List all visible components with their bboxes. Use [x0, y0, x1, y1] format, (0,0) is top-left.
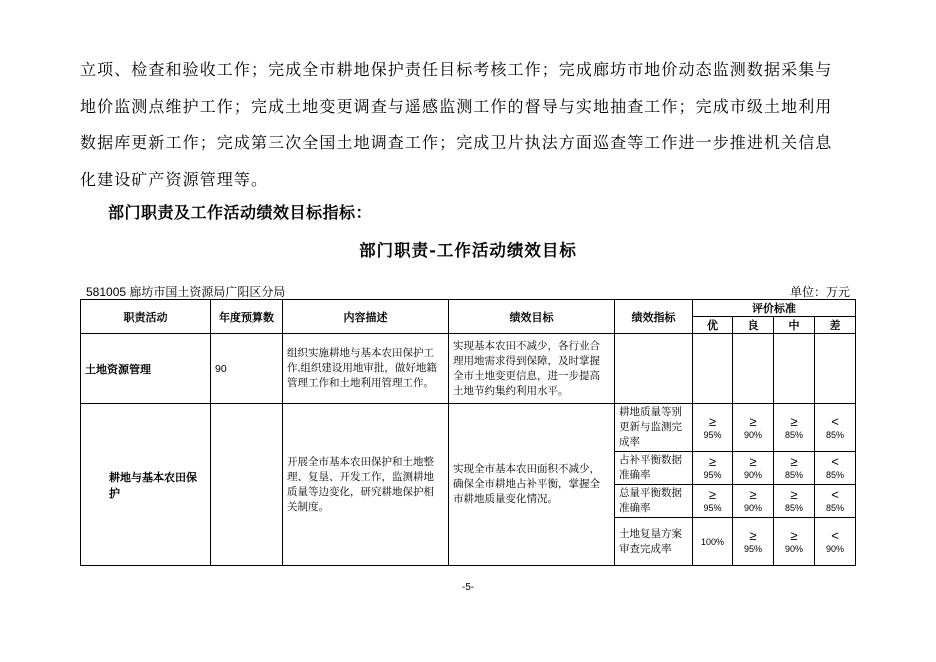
threshold-value: 95% — [743, 543, 762, 554]
good-cell — [733, 518, 774, 566]
poor-cell — [815, 518, 856, 566]
threshold-symbol: ≥ — [749, 487, 757, 502]
paragraph-line: 化建设矿产资源管理等。 — [80, 169, 269, 189]
threshold-symbol: ≥ — [708, 487, 717, 502]
description-cell: 组织实施耕地与基本农田保护工作,组织建设用地审批，做好地籍管理工作和土地利用管理工作。 — [283, 334, 449, 404]
threshold-symbol: ≥ — [790, 527, 798, 543]
threshold-value: 90% — [743, 429, 762, 440]
threshold-value: 85% — [784, 503, 803, 513]
indicator-cell: 耕地质量等别更新与监测完成率 — [615, 404, 693, 452]
indicator-cell: 占补平衡数据准确率 — [615, 452, 693, 485]
excellent-cell — [693, 452, 733, 485]
threshold-symbol: ≥ — [749, 527, 757, 543]
threshold-symbol: ≥ — [708, 413, 717, 429]
medium-cell — [774, 518, 815, 566]
threshold-symbol: ≥ — [749, 454, 757, 469]
page-number: -5- — [461, 582, 475, 593]
threshold-symbol: ≥ — [790, 487, 798, 502]
medium-cell — [774, 485, 815, 518]
department-label: 581005 廊坊市国土资源局广阳区分局 — [86, 285, 286, 299]
threshold-symbol: < — [831, 454, 839, 469]
table-row — [81, 334, 856, 404]
threshold-symbol: ≥ — [708, 454, 717, 469]
excellent-cell — [693, 404, 733, 452]
threshold-value: 95% — [703, 503, 722, 513]
header-eval: 评价标准 — [693, 300, 856, 317]
header-medium: 中 — [774, 317, 815, 334]
poor-cell — [815, 452, 856, 485]
goal-cell: 实现基本农田不减少，各行业合理用地需求得到保障，及时掌握全市土地变更信息，进一步提高土地节约集约利用水平。 — [449, 334, 615, 404]
good-cell — [733, 485, 774, 518]
table-row — [81, 404, 856, 452]
goal-cell: 实现全市基本农田面积不减少，确保全市耕地占补平衡，掌握全市耕地质量变化情况。 — [449, 404, 615, 566]
unit-label: 单位：万元 — [789, 285, 850, 299]
threshold-value: 85% — [784, 429, 803, 440]
good-cell — [733, 404, 774, 452]
header-row — [81, 300, 856, 317]
threshold-value: 90% — [743, 470, 762, 480]
activity-cell: 耕地与基本农田保护 — [81, 404, 211, 566]
threshold-value: 90% — [743, 503, 762, 513]
threshold-value: 95% — [703, 470, 722, 480]
threshold-symbol: < — [831, 413, 839, 429]
poor-cell — [815, 485, 856, 518]
description-cell: 开展全市基本农田保护和土地整理、复垦、开发工作，监测耕地质量等边变化，研究耕地保护相关制度。 — [283, 404, 449, 566]
header-indicator: 绩效指标 — [615, 300, 693, 334]
paragraph-line: 地价监测点维护工作；完成土地变更调查与遥感监测工作的督导与实地抽查工作；完成市级土地利用 — [80, 96, 833, 116]
good-cell — [733, 452, 774, 485]
eval-cell — [693, 334, 733, 404]
threshold-value: 85% — [784, 470, 803, 480]
header-activity: 职责活动 — [81, 300, 211, 334]
table-title: 部门职责-工作活动绩效目标 — [359, 241, 577, 260]
header-budget: 年度预算数 — [211, 300, 283, 334]
threshold-value: 85% — [825, 503, 844, 513]
eval-cell — [774, 334, 815, 404]
medium-cell — [774, 452, 815, 485]
budget-cell — [211, 404, 283, 566]
poor-cell — [815, 404, 856, 452]
threshold-value: 85% — [825, 470, 844, 480]
threshold-symbol: < — [831, 527, 839, 543]
header-description: 内容描述 — [283, 300, 449, 334]
indicator-cell — [615, 334, 693, 404]
indicator-cell: 土地复垦方案审查完成率 — [615, 518, 693, 566]
medium-cell — [774, 404, 815, 452]
threshold-symbol: ≥ — [790, 454, 798, 469]
threshold-symbol: ≥ — [790, 413, 798, 429]
budget-cell: 90 — [211, 334, 283, 404]
paragraph-line: 立项、检查和验收工作；完成全市耕地保护责任目标考核工作；完成廊坊市地价动态监测数据采集与 — [80, 60, 833, 79]
section-heading: 部门职责及工作活动绩效目标指标： — [108, 203, 373, 222]
threshold-value: 85% — [825, 429, 844, 440]
header-goal: 绩效目标 — [449, 300, 615, 334]
threshold-symbol: ≥ — [749, 413, 757, 429]
threshold-value: 90% — [784, 543, 803, 554]
threshold-value: 95% — [703, 429, 722, 440]
indicator-cell: 总量平衡数据准确率 — [615, 485, 693, 518]
threshold-symbol: < — [831, 487, 839, 502]
excellent-cell — [693, 485, 733, 518]
header-excellent: 优 — [693, 317, 733, 334]
threshold-value: 90% — [825, 543, 844, 554]
body-paragraph — [80, 52, 860, 198]
eval-cell — [815, 334, 856, 404]
header-poor: 差 — [815, 317, 856, 334]
eval-cell — [733, 334, 774, 404]
paragraph-line: 数据库更新工作；完成第三次全国土地调查工作；完成卫片执法方面巡查等工作进一步推进机关信息 — [80, 133, 833, 152]
threshold-value: 100% — [700, 536, 725, 547]
activity-cell: 土地资源管理 — [81, 334, 211, 404]
header-good: 良 — [733, 317, 774, 334]
performance-table — [80, 299, 856, 566]
excellent-cell — [693, 518, 733, 566]
